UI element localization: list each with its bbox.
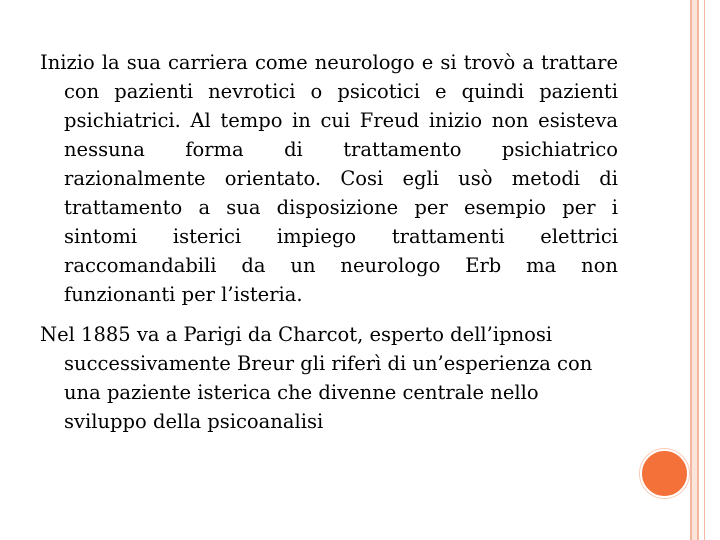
- orange-circle-decoration: [640, 449, 689, 498]
- right-border-line: [697, 0, 699, 540]
- body-paragraph: Nel 1885 va a Parigi da Charcot, esperto dell’ipnosi successivamente Breur gli riferì di un’esperienza con una paziente isterica che divenne centrale nello sviluppo della psicoanalisi: [40, 323, 593, 433]
- right-border-line: [704, 0, 705, 540]
- right-border-line: [690, 0, 692, 540]
- slide-body: [40, 48, 618, 436]
- body-paragraph: Inizio la sua carriera come neurologo e si trovò a trattare con pazienti nevrotici o psicotici e quindi pazienti psichiatrici. Al tempo in cui Freud inizio non esisteva nessuna forma di trattamento psichiatrico razionalmente orientato. Cosi egli usò metodi di trattamento a sua disposizione per esempio per i sintomi isterici impiego trattamenti elettrici raccomandabili da un neurologo Erb ma non funzionanti per l’isteria.: [40, 51, 618, 306]
